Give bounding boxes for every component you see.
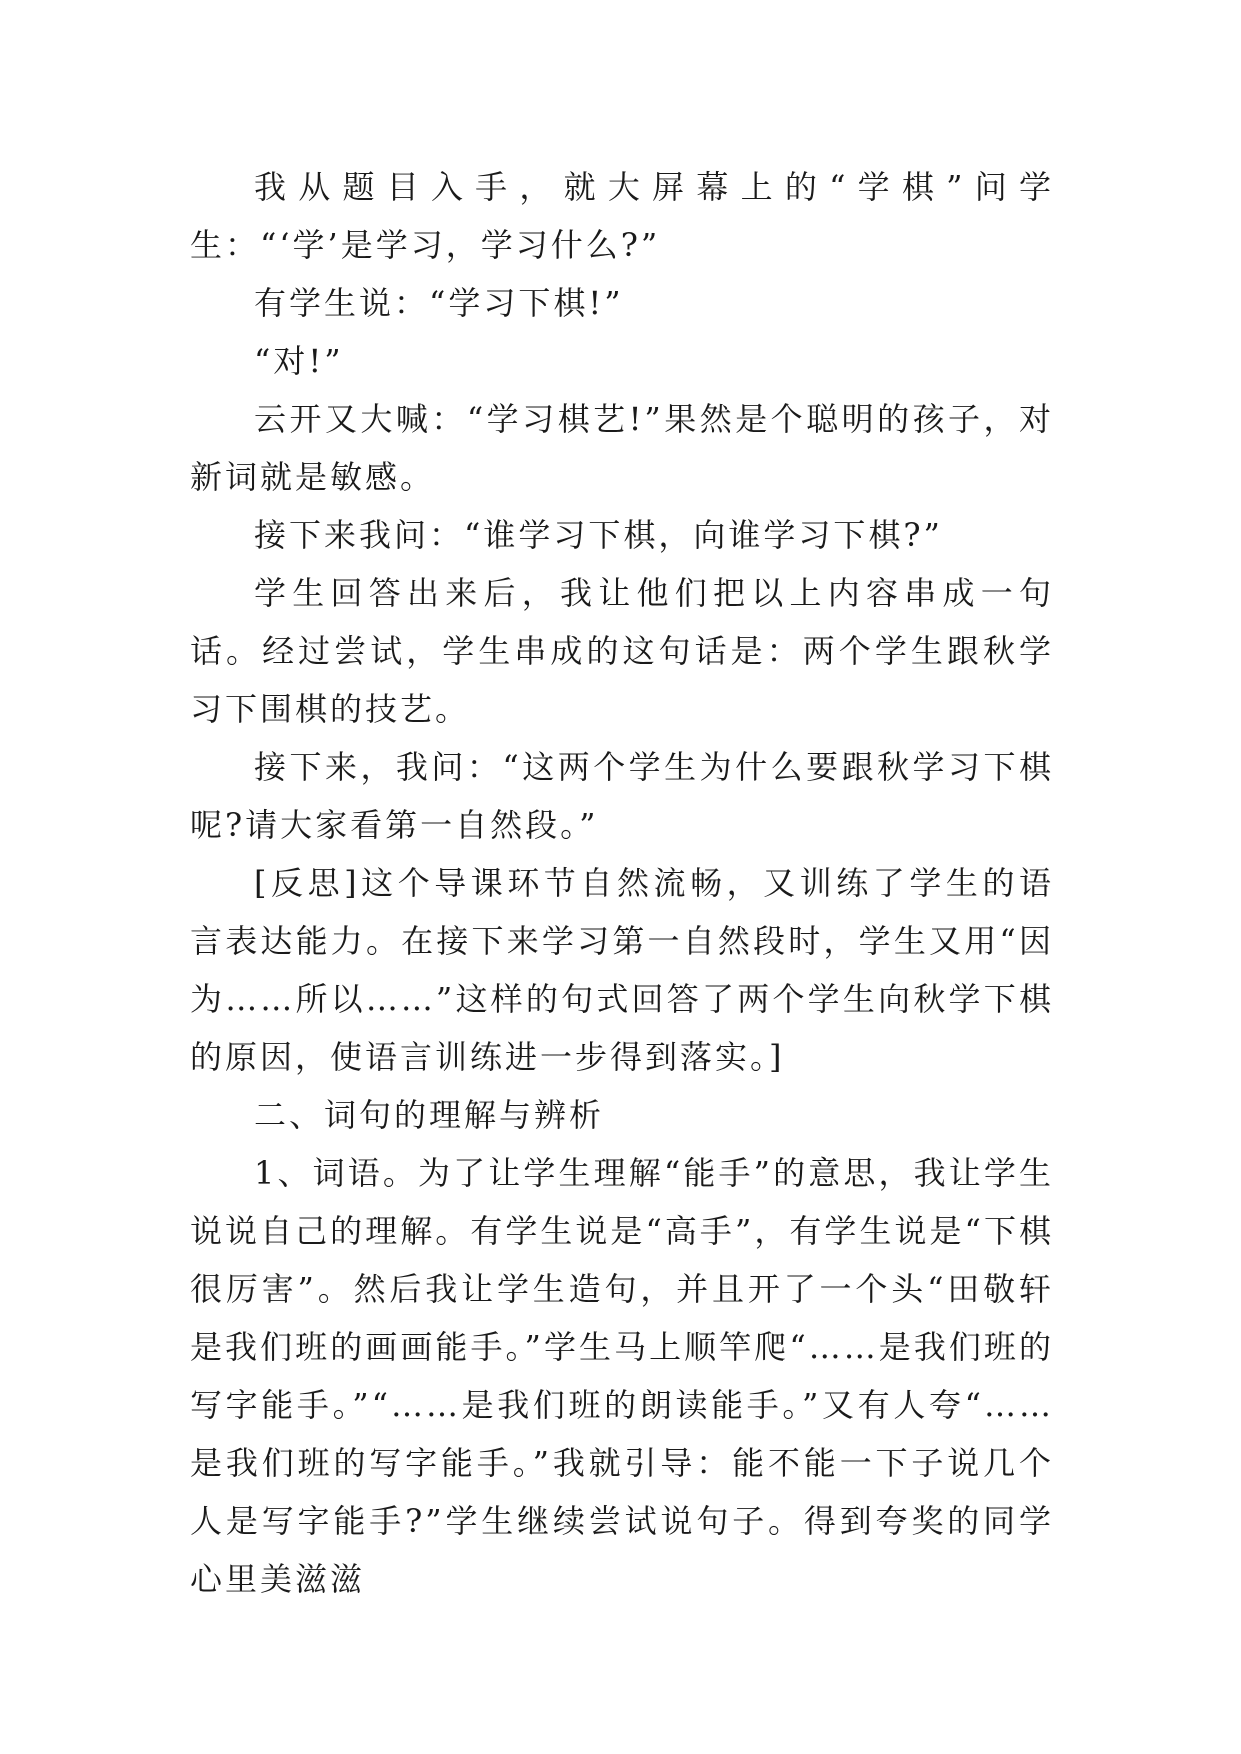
paragraph: 学生回答出来后，我让他们把以上内容串成一句话。经过尝试，学生串成的这句话是：两个学生跟秋学习下围棋的技艺。 bbox=[190, 574, 1054, 728]
paragraph: 云开又大喊：“学习棋艺!”果然是个聪明的孩子，对新词就是敏感。 bbox=[190, 400, 1054, 496]
document-body bbox=[190, 158, 1054, 1608]
paragraph: [反思]这个导课环节自然流畅，又训练了学生的语言表达能力。在接下来学习第一自然段时，学生又用“因为……所以……”这样的句式回答了两个学生向秋学下棋的原因，使语言训练进一步得到落实。] bbox=[190, 864, 1054, 1076]
section-heading: 二、词句的理解与辨析 bbox=[254, 1096, 605, 1134]
paragraph: 1、词语。为了让学生理解“能手”的意思，我让学生说说自己的理解。有学生说是“高手”，有学生说是“下棋很厉害”。然后我让学生造句，并且开了一个头“田敬轩是我们班的画画能手。”学生马上顺竿爬“……是我们班的写字能手。”“……是我们班的朗读能手。”又有人夸“……是我们班的写字能手。”我就引导：能不能一下子说几个人是写字能手?”学生继续尝试说句子。得到夸奖的同学心里美滋滋 bbox=[190, 1154, 1054, 1598]
paragraph: 接下来我问：“谁学习下棋，向谁学习下棋?” bbox=[254, 516, 943, 554]
paragraph: 有学生说：“学习下棋!” bbox=[254, 284, 624, 322]
paragraph: “对!” bbox=[254, 342, 344, 380]
paragraph: 我从题目入手，就大屏幕上的“学棋”问学生：“‘学’是学习，学习什么?” bbox=[190, 168, 1054, 264]
paragraph: 接下来，我问：“这两个学生为什么要跟秋学习下棋呢?请大家看第一自然段。” bbox=[190, 748, 1054, 844]
